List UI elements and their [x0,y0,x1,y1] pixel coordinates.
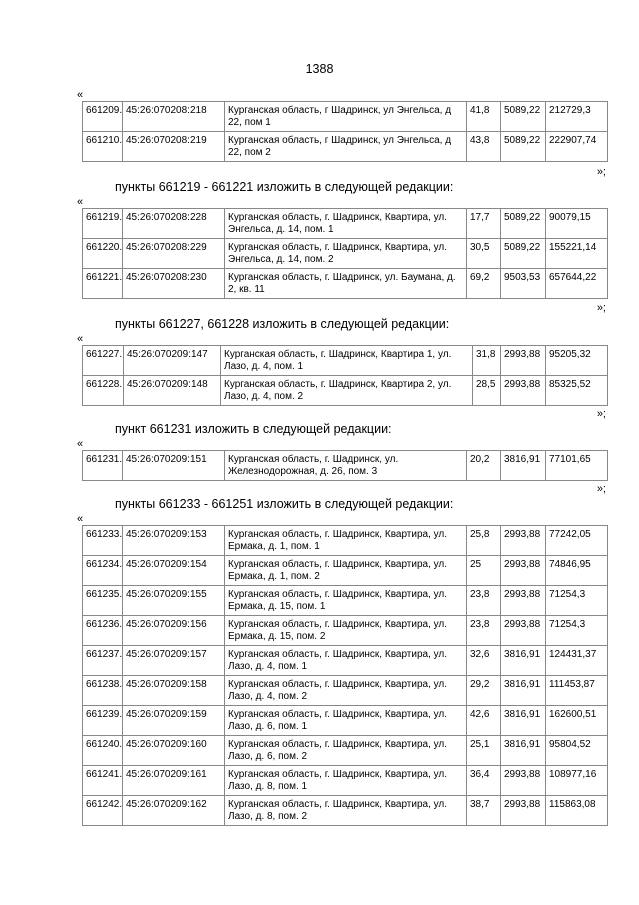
cadastral-number-cell: 45:26:070209:156 [123,616,225,646]
amendment-instruction: пункты 661233 - 661251 изложить в следующей редакции: [115,497,454,511]
item-number-cell: 661233. [83,526,123,556]
specific-value-cell: 2993,88 [501,376,546,406]
page-number: 1388 [305,62,334,76]
table-row [83,376,608,406]
area-cell: 28,5 [473,376,501,406]
specific-value-cell: 3816,91 [501,676,546,706]
specific-value-cell: 2993,88 [501,526,546,556]
cadastral-value-cell: 95205,32 [546,346,608,376]
cadastral-value-cell: 212729,3 [546,102,608,132]
register-table [82,525,608,826]
cadastral-value-cell: 111453,87 [546,676,608,706]
table-row [83,766,608,796]
open-quote: « [77,89,84,101]
address-cell: Курганская область, г. Шадринск, Квартира, ул. Энгельса, д. 14, пом. 1 [225,209,467,239]
cadastral-number-cell: 45:26:070209:161 [123,766,225,796]
open-quote: « [77,513,84,525]
specific-value-cell: 2993,88 [501,796,546,826]
open-quote: « [77,196,84,208]
item-number-cell: 661220. [83,239,123,269]
amendment-instruction: пункты 661227, 661228 изложить в следующей редакции: [115,317,450,331]
cadastral-value-cell: 77101,65 [546,451,608,481]
table-row [83,526,608,556]
table-row [83,132,608,162]
area-cell: 17,7 [467,209,501,239]
area-cell: 32,6 [467,646,501,676]
cadastral-value-cell: 77242,05 [546,526,608,556]
item-number-cell: 661209. [83,102,123,132]
cadastral-value-cell: 90079,15 [546,209,608,239]
item-number-cell: 661210. [83,132,123,162]
address-cell: Курганская область, г. Шадринск, Квартира 1, ул. Лазо, д. 4, пом. 1 [221,346,473,376]
cadastral-number-cell: 45:26:070209:160 [123,736,225,766]
close-quote: »; [596,166,606,178]
item-number-cell: 661240. [83,736,123,766]
cadastral-number-cell: 45:26:070209:153 [123,526,225,556]
table-row [83,676,608,706]
open-quote: « [77,438,84,450]
cadastral-value-cell: 657644,22 [546,269,608,299]
cadastral-number-cell: 45:26:070208:229 [123,239,225,269]
table-row [83,706,608,736]
area-cell: 38,7 [467,796,501,826]
table-row [83,239,608,269]
address-cell: Курганская область, г. Шадринск, Квартира, ул. Ермака, д. 15, пом. 1 [225,586,467,616]
amendment-instruction: пункты 661219 - 661221 изложить в следующей редакции: [115,180,454,194]
cadastral-value-cell: 74846,95 [546,556,608,586]
address-cell: Курганская область, г. Шадринск, Квартира, ул. Энгельса, д. 14, пом. 2 [225,239,467,269]
cadastral-number-cell: 45:26:070208:230 [123,269,225,299]
area-cell: 20,2 [467,451,501,481]
open-quote: « [77,333,84,345]
cadastral-value-cell: 115863,08 [546,796,608,826]
specific-value-cell: 3816,91 [501,706,546,736]
register-table [82,208,608,299]
cadastral-number-cell: 45:26:070209:158 [123,676,225,706]
address-cell: Курганская область, г. Шадринск, Квартира, ул. Ермака, д. 1, пом. 1 [225,526,467,556]
specific-value-cell: 2993,88 [501,346,546,376]
specific-value-cell: 3816,91 [501,646,546,676]
item-number-cell: 661242. [83,796,123,826]
table-row [83,736,608,766]
specific-value-cell: 9503,53 [501,269,546,299]
table-row [83,451,608,481]
area-cell: 23,8 [467,616,501,646]
area-cell: 31,8 [473,346,501,376]
area-cell: 29,2 [467,676,501,706]
table-row [83,646,608,676]
specific-value-cell: 3816,91 [501,451,546,481]
table-row [83,102,608,132]
register-table [82,345,608,406]
item-number-cell: 661238. [83,676,123,706]
address-cell: Курганская область, г. Шадринск, Квартира, ул. Ермака, д. 15, пом. 2 [225,616,467,646]
cadastral-number-cell: 45:26:070209:151 [123,451,225,481]
item-number-cell: 661236. [83,616,123,646]
specific-value-cell: 5089,22 [501,132,546,162]
address-cell: Курганская область, г. Шадринск, Квартира, ул. Лазо, д. 8, пом. 2 [225,796,467,826]
address-cell: Курганская область, г Шадринск, ул Энгельса, д 22, пом 2 [225,132,467,162]
area-cell: 36,4 [467,766,501,796]
register-table [82,450,608,481]
item-number-cell: 661221. [83,269,123,299]
address-cell: Курганская область, г Шадринск, ул Энгельса, д 22, пом 1 [225,102,467,132]
cadastral-value-cell: 162600,51 [546,706,608,736]
cadastral-value-cell: 85325,52 [546,376,608,406]
cadastral-number-cell: 45:26:070209:147 [124,346,221,376]
address-cell: Курганская область, г. Шадринск, ул. Железнодорожная, д. 26, пом. 3 [225,451,467,481]
address-cell: Курганская область, г. Шадринск, Квартира, ул. Лазо, д. 6, пом. 1 [225,706,467,736]
area-cell: 25 [467,556,501,586]
specific-value-cell: 2993,88 [501,616,546,646]
specific-value-cell: 5089,22 [501,102,546,132]
address-cell: Курганская область, г. Шадринск, Квартира, ул. Лазо, д. 4, пом. 2 [225,676,467,706]
cadastral-value-cell: 108977,16 [546,766,608,796]
table-row [83,796,608,826]
specific-value-cell: 2993,88 [501,556,546,586]
table-row [83,346,608,376]
item-number-cell: 661228. [83,376,124,406]
table-row [83,616,608,646]
cadastral-number-cell: 45:26:070208:219 [123,132,225,162]
specific-value-cell: 2993,88 [501,586,546,616]
item-number-cell: 661237. [83,646,123,676]
specific-value-cell: 3816,91 [501,736,546,766]
address-cell: Курганская область, г. Шадринск, Квартира, ул. Лазо, д. 8, пом. 1 [225,766,467,796]
cadastral-value-cell: 222907,74 [546,132,608,162]
area-cell: 41,8 [467,102,501,132]
cadastral-number-cell: 45:26:070209:159 [123,706,225,736]
amendment-instruction: пункт 661231 изложить в следующей редакции: [115,422,392,436]
close-quote: »; [596,483,606,495]
cadastral-number-cell: 45:26:070208:228 [123,209,225,239]
address-cell: Курганская область, г. Шадринск, ул. Баумана, д. 2, кв. 11 [225,269,467,299]
cadastral-value-cell: 71254,3 [546,616,608,646]
close-quote: »; [596,408,606,420]
area-cell: 69,2 [467,269,501,299]
item-number-cell: 661219. [83,209,123,239]
cadastral-number-cell: 45:26:070209:162 [123,796,225,826]
area-cell: 43,8 [467,132,501,162]
cadastral-value-cell: 71254,3 [546,586,608,616]
specific-value-cell: 5089,22 [501,239,546,269]
close-quote: »; [596,302,606,314]
area-cell: 25,8 [467,526,501,556]
item-number-cell: 661239. [83,706,123,736]
address-cell: Курганская область, г. Шадринск, Квартира 2, ул. Лазо, д. 4, пом. 2 [221,376,473,406]
item-number-cell: 661231. [83,451,123,481]
cadastral-value-cell: 124431,37 [546,646,608,676]
address-cell: Курганская область, г. Шадринск, Квартира, ул. Ермака, д. 1, пом. 2 [225,556,467,586]
cadastral-number-cell: 45:26:070208:218 [123,102,225,132]
cadastral-number-cell: 45:26:070209:154 [123,556,225,586]
cadastral-number-cell: 45:26:070209:148 [124,376,221,406]
area-cell: 42,6 [467,706,501,736]
item-number-cell: 661234. [83,556,123,586]
register-table [82,101,608,162]
cadastral-number-cell: 45:26:070209:157 [123,646,225,676]
table-row [83,586,608,616]
address-cell: Курганская область, г. Шадринск, Квартира, ул. Лазо, д. 4, пом. 1 [225,646,467,676]
item-number-cell: 661241. [83,766,123,796]
area-cell: 23,8 [467,586,501,616]
table-row [83,269,608,299]
item-number-cell: 661227. [83,346,124,376]
specific-value-cell: 5089,22 [501,209,546,239]
cadastral-value-cell: 95804,52 [546,736,608,766]
table-row [83,556,608,586]
item-number-cell: 661235. [83,586,123,616]
cadastral-value-cell: 155221,14 [546,239,608,269]
area-cell: 25,1 [467,736,501,766]
table-row [83,209,608,239]
specific-value-cell: 2993,88 [501,766,546,796]
cadastral-number-cell: 45:26:070209:155 [123,586,225,616]
area-cell: 30,5 [467,239,501,269]
address-cell: Курганская область, г. Шадринск, Квартира, ул. Лазо, д. 6, пом. 2 [225,736,467,766]
